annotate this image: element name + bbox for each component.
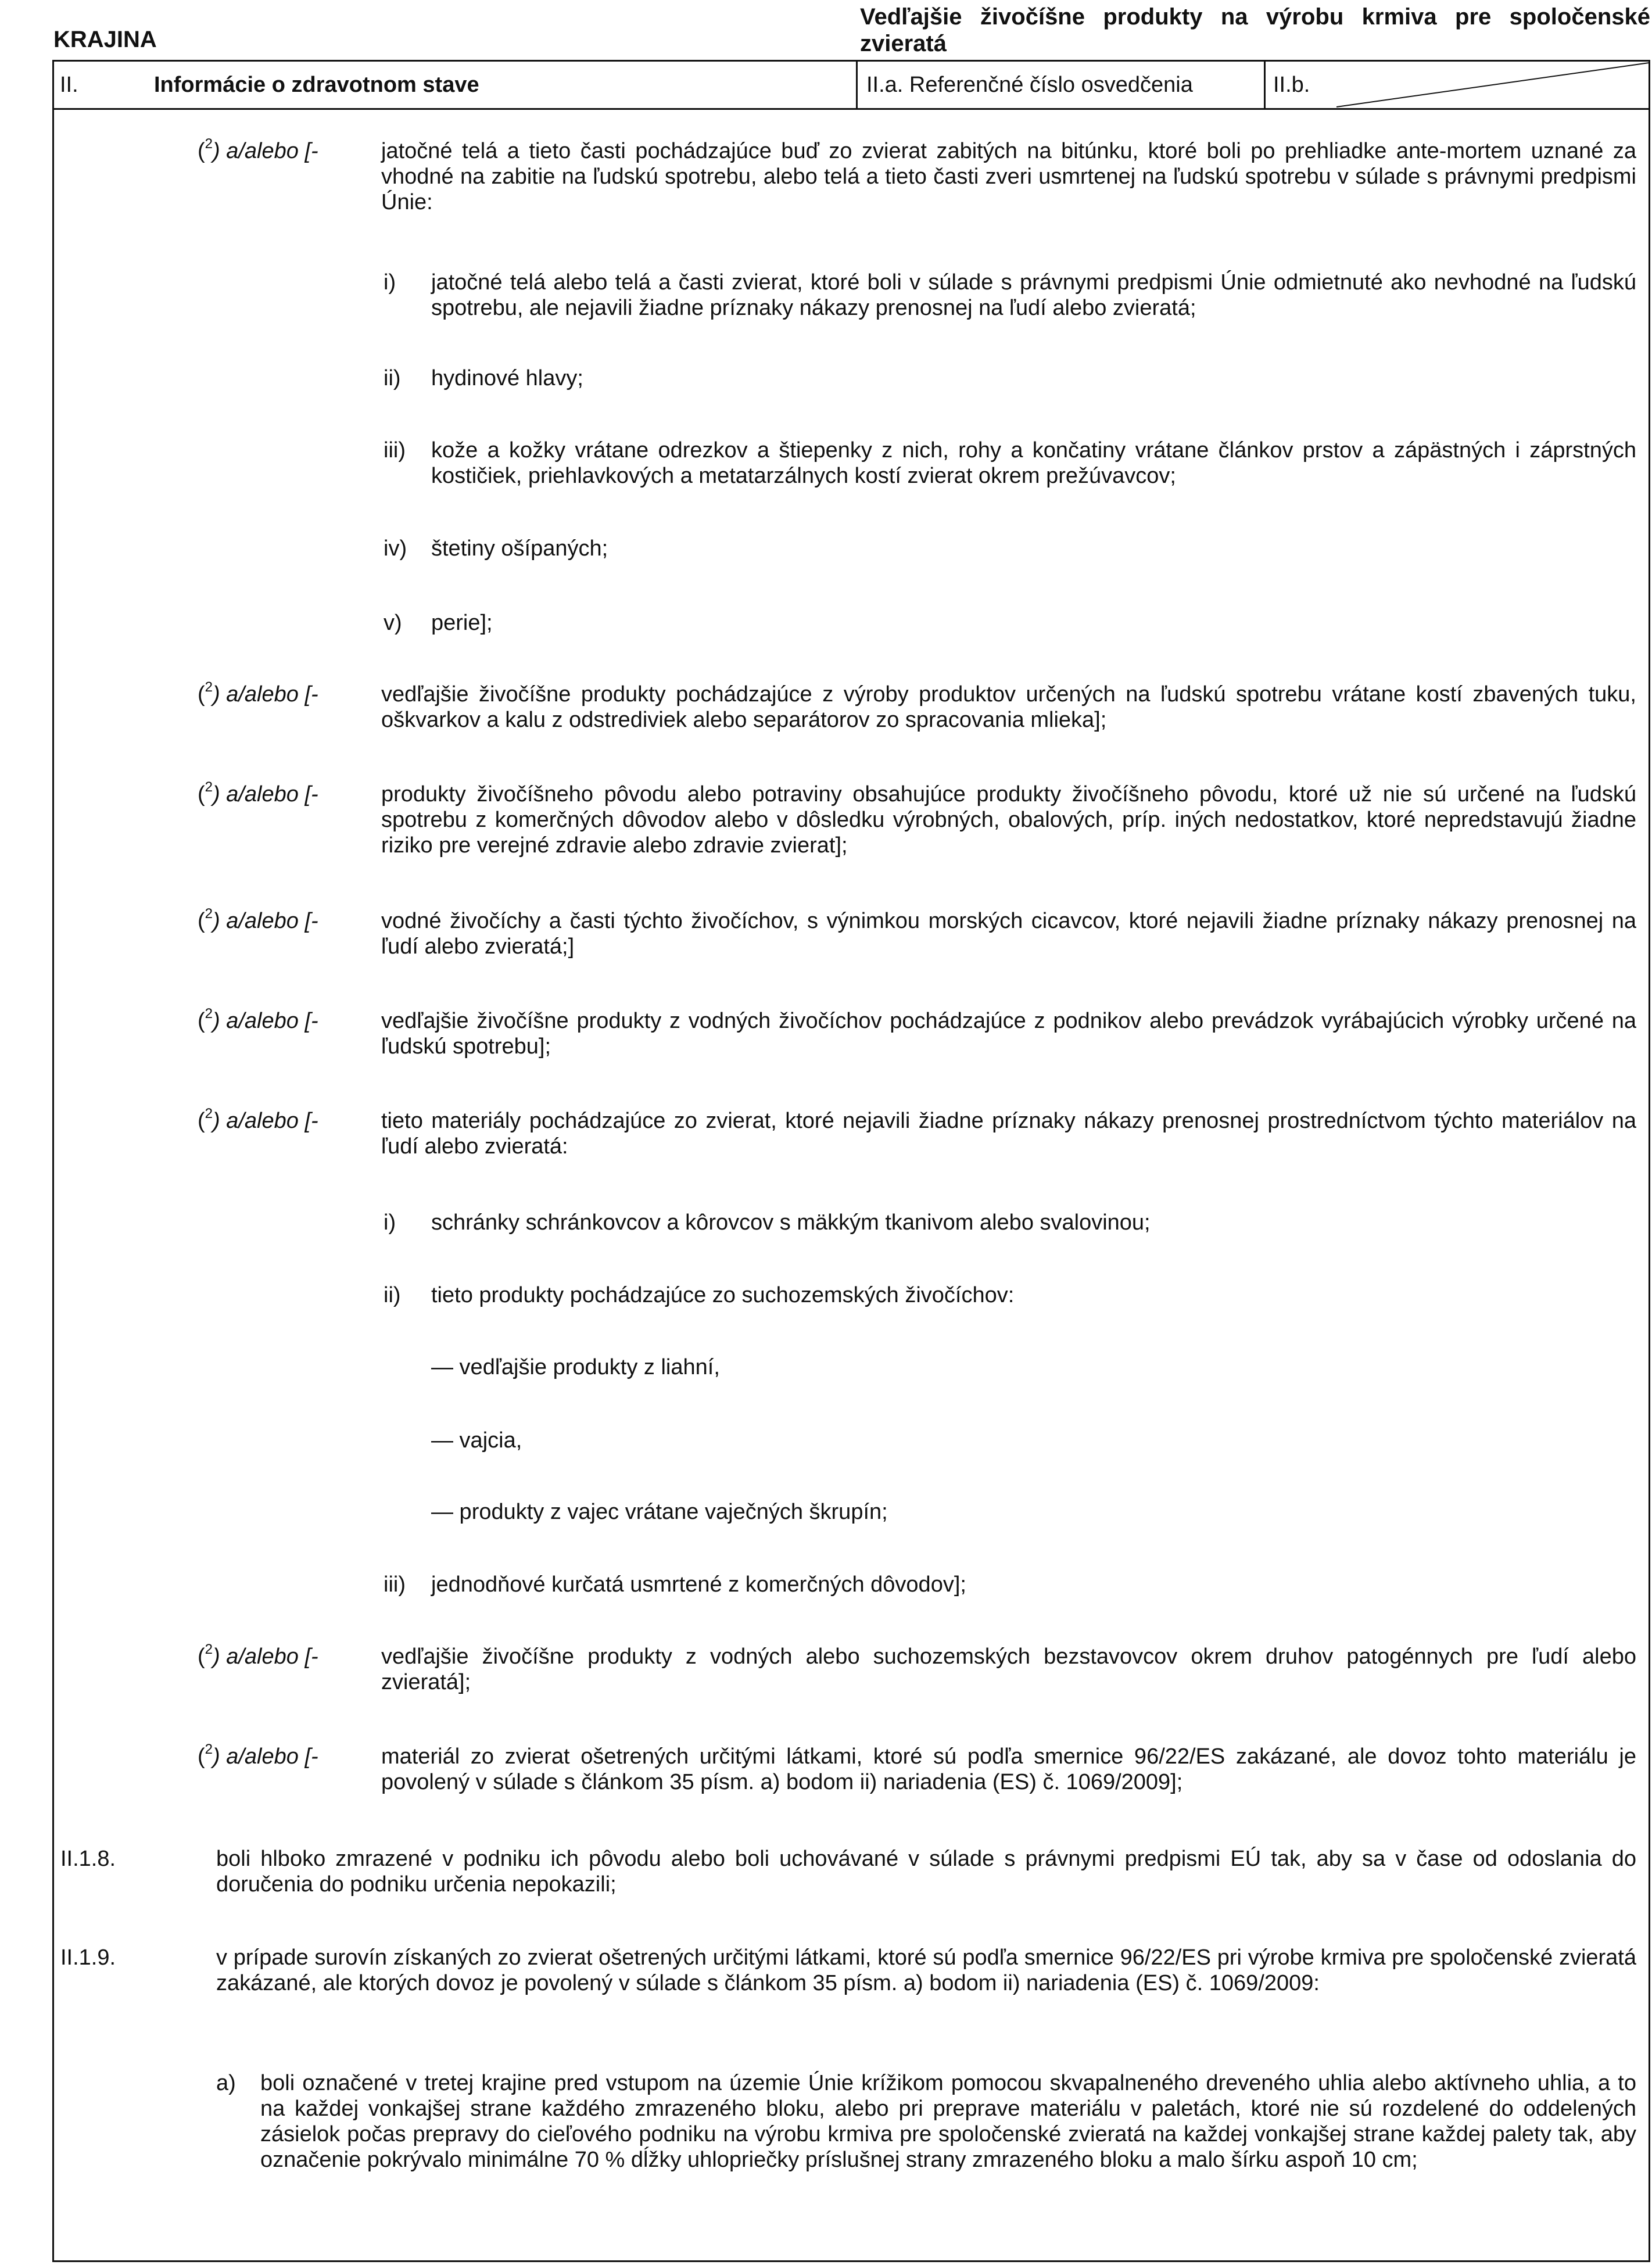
- sub-text: perie];: [431, 611, 493, 635]
- item-marker: ($^2$) a/alebo [-: [198, 1006, 318, 1033]
- item-marker: ($^2$) a/alebo [-: [198, 779, 318, 807]
- sub-text: jednodňové kurčatá usmrtené z komerčných dôvodov];: [431, 1572, 966, 1597]
- item-text: vedľajšie živočíšne produkty z vodných alebo suchozemských bezstavovcov okrem druhov patogénnych pre ľudí alebo zvieratá];: [381, 1644, 1636, 1694]
- item-text: materiál zo zvierat ošetrených určitými látkami, ktoré sú podľa smernice 96/22/ES zakázané, ale dovoz tohto materiálu je povolený v súlade s článkom 35 písm. a) bodom ii) nariadenia (ES) č. 1069/2009];: [381, 1744, 1636, 1794]
- section-number: II.: [60, 73, 78, 97]
- section-point-number: II.1.9.: [60, 1945, 116, 1970]
- country-label: KRAJINA: [53, 27, 157, 52]
- document-title: Vedľajšie živočíšne produkty na výrobu krmiva pre spoločenské zvieratá: [860, 4, 1650, 56]
- item-text: jatočné telá a tieto časti pochádzajúce buď zo zvierat zabitých na bitúnku, ktoré boli po prehliadke ante-mortem uznané za vhodné na zabitie na ľudskú spotrebu, alebo telá a tieto časti zveri usmrtenej na ľudskú spotrebu v súlade s právnymi predpismi Únie:: [381, 139, 1636, 214]
- item-text: vedľajšie živočíšne produkty pochádzajúce z výroby produktov určených na ľudskú spotrebu vrátane kostí zbavených tuku, oškvarkov a kalu z odstrediviek alebo separátorov zo spracovania mlieka];: [381, 682, 1636, 732]
- item-marker: ($^2$) a/alebo [-: [198, 136, 318, 163]
- diagonal-strike-line: [1336, 62, 1650, 108]
- sub-text: jatočné telá alebo telá a časti zvierat, ktoré boli v súlade s právnymi predpismi Únie odmietnuté ako nevhodné na ľudskú spotrebu, ale nejavili žiadne príznaky nákazy prenosnej na ľudí alebo zvieratá;: [431, 270, 1636, 320]
- sub-text: kože a kožky vrátane odrezkov a štiepenky z nich, rohy a končatiny vrátane článkov prstov a zápästných i záprstných kostičiek, priehlavkových a metatarzálnych kostí zvierat okrem prežúvavcov;: [431, 438, 1636, 488]
- sub-number: i): [384, 1210, 396, 1235]
- sub-text: schránky schránkovcov a kôrovcov s mäkkým tkanivom alebo svalovinou;: [431, 1210, 1151, 1235]
- item-text: produkty živočíšneho pôvodu alebo potraviny obsahujúce produkty živočíšneho pôvodu, ktoré už nie sú určené na ľudskú spotrebu z komerčných dôvodov alebo v dôsledku výrobných, obalových, príp. iných nedostatkov, ktoré nepredstavujú žiadne riziko pre verejné zdravie alebo zdravie zvierat];: [381, 782, 1636, 858]
- sub-number: ii): [384, 1283, 401, 1307]
- sub-text: hydinové hlavy;: [431, 366, 583, 390]
- section-title: Informácie o zdravotnom stave: [154, 73, 479, 97]
- item-text: vedľajšie živočíšne produkty z vodných živočíchov pochádzajúce z podnikov alebo prevádzok vyrábajúcich výrobky určené na ľudskú spotrebu];: [381, 1009, 1636, 1059]
- sub-number: iii): [384, 438, 406, 463]
- dash-item: — vedľajšie produkty z liahní,: [431, 1355, 720, 1379]
- reference-number-label: II.a. Referenčné číslo osvedčenia: [866, 73, 1193, 97]
- dash-item: — produkty z vajec vrátane vaječných škrupín;: [431, 1500, 888, 1524]
- sub-number: ii): [384, 366, 401, 390]
- section-point-number: II.1.8.: [60, 1847, 116, 1871]
- item-text: vodné živočíchy a časti týchto živočíchov, s výnimkou morských cicavcov, ktoré nejavili žiadne príznaky nákazy prenosnej na ľudí alebo zvieratá;]: [381, 909, 1636, 959]
- iib-label: II.b.: [1273, 73, 1310, 97]
- item-text: tieto materiály pochádzajúce zo zvierat, ktoré nejavili žiadne príznaky nákazy prenosnej prostredníctvom týchto materiálov na ľudí alebo zvieratá:: [381, 1109, 1636, 1159]
- section-point-text: v prípade surovín získaných zo zvierat ošetrených určitými látkami, ktoré sú podľa smernice 96/22/ES pri výrobe krmiva pre spoločenské zvieratá zakázané, ale ktorých dovoz je povolený v súlade s článkom 35 písm. a) bodom ii) nariadenia (ES) č. 1069/2009:: [216, 1945, 1636, 1995]
- item-marker: ($^2$) a/alebo [-: [198, 1741, 318, 1769]
- sub-text: tieto produkty pochádzajúce zo suchozemských živočíchov:: [431, 1283, 1015, 1307]
- sub-number: iv): [384, 536, 407, 561]
- sub-number: iii): [384, 1572, 406, 1597]
- header-divider: [856, 62, 858, 108]
- item-marker: ($^2$) a/alebo [-: [198, 1106, 318, 1133]
- item-marker: ($^2$) a/alebo [-: [198, 906, 318, 933]
- sub-number: v): [384, 611, 402, 635]
- section-point-text: boli hlboko zmrazené v podniku ich pôvodu alebo boli uchovávané v súlade s právnymi predpismi EÚ tak, aby sa v čase od odoslania do doručenia do podniku určenia nepokazili;: [216, 1847, 1636, 1897]
- item-marker: ($^2$) a/alebo [-: [198, 1642, 318, 1669]
- dash-item: — vajcia,: [431, 1428, 522, 1453]
- item-marker: ($^2$) a/alebo [-: [198, 679, 318, 707]
- sub-text: štetiny ošípaných;: [431, 536, 608, 561]
- sub-number: i): [384, 270, 396, 295]
- header-divider: [1264, 62, 1266, 108]
- sub-point-text: boli označené v tretej krajine pred vstupom na územie Únie krížikom pomocou skvapalneného dreveného uhlia alebo aktívneho uhlia, a to na každej vonkajšej strane každého zmrazeného bloku, alebo pri preprave materiálu v paletách, ktoré nie sú rozdelené do oddelených zásielok počas prepravy do cieľového podniku na výrobu krmiva pre spoločenské zvieratá na každej vonkajšej strane každej palety tak, aby označenie pokrývalo minimálne 70 % dĺžky uhlopriečky príslušnej strany zmrazeného bloku a malo šírku aspoň 10 cm;: [260, 2071, 1636, 2172]
- sub-point-letter: a): [216, 2071, 236, 2095]
